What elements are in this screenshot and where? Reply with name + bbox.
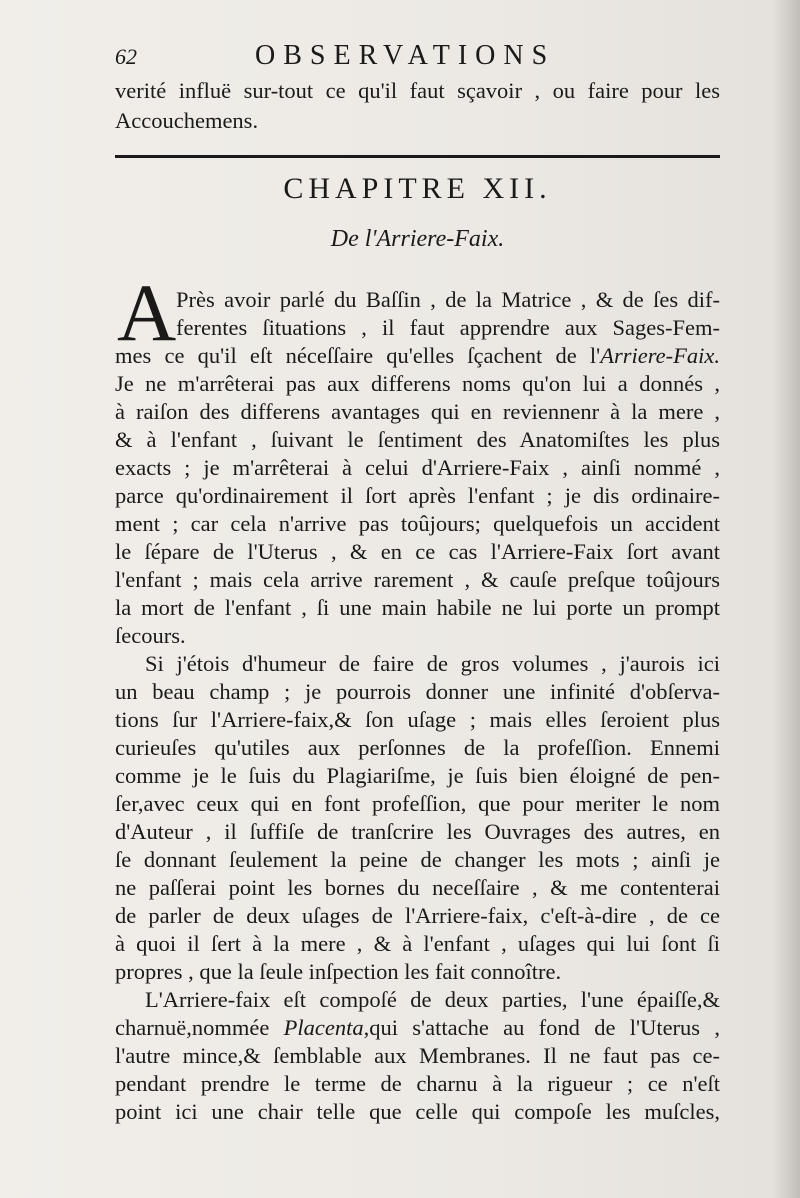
- paragraph-line: ſecours.: [115, 623, 186, 648]
- paragraph-line: Si j'étois d'humeur de faire de gros volumes , j'aurois ici: [145, 651, 720, 676]
- line-text: charnuë,nommée: [115, 1015, 284, 1040]
- paragraph-line: propres , que la ſeule inſpection les fait connoître.: [115, 959, 562, 984]
- paragraph-line: ment ; car cela n'arrive pas toûjours; quelquefois un accident: [115, 511, 720, 536]
- paragraph-line: un beau champ ; je pourrois donner une infinité d'obſerva-: [115, 679, 720, 704]
- paragraph-line: ſe donnant ſeulement la peine de changer les mots ; ainſi je: [115, 847, 720, 872]
- chapter-subtitle: De l'Arriere-Faix.: [330, 226, 505, 252]
- paragraph-line: Près avoir parlé du Baſſin , de la Matrice , & de ſes dif-: [176, 287, 720, 312]
- italic-term: Arriere-Faix.: [600, 343, 720, 368]
- line-text: ,qui s'attache au fond de l'Uterus ,: [363, 1015, 720, 1040]
- paragraph-line: exacts ; je m'arrêterai à celui d'Arriere-Faix , ainſi nommé ,: [115, 455, 720, 480]
- paragraph-line: de parler de deux uſages de l'Arriere-faix, c'eſt-à-dire , de ce: [115, 903, 720, 928]
- paragraph-line: curieuſes qu'utiles aux perſonnes de la profeſſion. Ennemi: [115, 735, 720, 760]
- chapter-rule: [115, 155, 720, 158]
- paragraph-line: ferentes ſituations , il faut apprendre aux Sages-Fem-: [176, 315, 720, 340]
- italic-term: Placenta: [283, 1015, 364, 1040]
- paragraph-line: & à l'enfant , ſuivant le ſentiment des Anatomiſtes les plus: [115, 427, 720, 452]
- paragraph-line: point ici une chair telle que celle qui compoſe les muſcles,: [115, 1099, 720, 1124]
- page-header: [115, 40, 720, 72]
- paragraph-line: à quoi il ſert à la mere , & à l'enfant , uſages qui lui ſont ſi: [115, 931, 720, 956]
- paragraph-line: comme je le ſuis du Plagiariſme, je ſuis bien éloigné de pen-: [115, 763, 720, 788]
- paragraph-line: ſer,avec ceux qui en font profeſſion, que pour meriter le nom: [115, 791, 720, 816]
- paragraph-line: Je ne m'arrêterai pas aux differens noms qu'on lui a donnés ,: [115, 371, 720, 396]
- paragraph-line: [115, 341, 720, 371]
- page-edge-shadow: [772, 0, 800, 1198]
- chapter-title: CHAPITRE XII.: [283, 172, 552, 205]
- intro-line: Accouchemens.: [115, 108, 259, 133]
- paragraph-line: le ſépare de l'Uterus , & en ce cas l'Arriere-Faix ſort avant: [115, 539, 720, 564]
- paragraph-line: L'Arriere-faix eſt compoſé de deux parties, l'une épaiſſe,&: [145, 987, 720, 1012]
- paragraph-line: ne paſſerai point les bornes du neceſſaire , & me contenterai: [115, 875, 720, 900]
- paragraph-line: l'enfant ; mais cela arrive rarement , & cauſe preſque toûjours: [115, 567, 720, 592]
- paragraph-line: pendant prendre le terme de charnu à la rigueur ; ce n'eſt: [115, 1071, 720, 1096]
- paragraph-line: d'Auteur , il ſuffiſe de tranſcrire les Ouvrages des autres, en: [115, 819, 720, 844]
- drop-cap: A: [117, 267, 177, 358]
- paragraph-line: l'autre mince,& ſemblable aux Membranes. Il ne faut pas ce-: [115, 1043, 720, 1068]
- paragraph-line: à raiſon des differens avantages qui en reviennenr à la mere ,: [115, 399, 720, 424]
- paragraph-line: tions ſur l'Arriere-faix,& ſon uſage ; mais elles ſeroient plus: [115, 707, 720, 732]
- paragraph-line: la mort de l'enfant , ſi une main habile ne lui porte un prompt: [115, 595, 720, 620]
- running-title: OBSERVATIONS: [255, 40, 556, 71]
- intro-line: verité influë sur-tout ce qu'il faut sçavoir , ou faire pour les: [115, 78, 720, 103]
- line-text: mes ce qu'il eſt néceſſaire qu'elles ſçachent de l': [115, 343, 601, 368]
- paragraph-line: [115, 1013, 720, 1043]
- paragraph-line: parce qu'ordinairement il ſort après l'enfant ; je dis ordinaire-: [115, 483, 720, 508]
- page-number: 62: [115, 44, 137, 69]
